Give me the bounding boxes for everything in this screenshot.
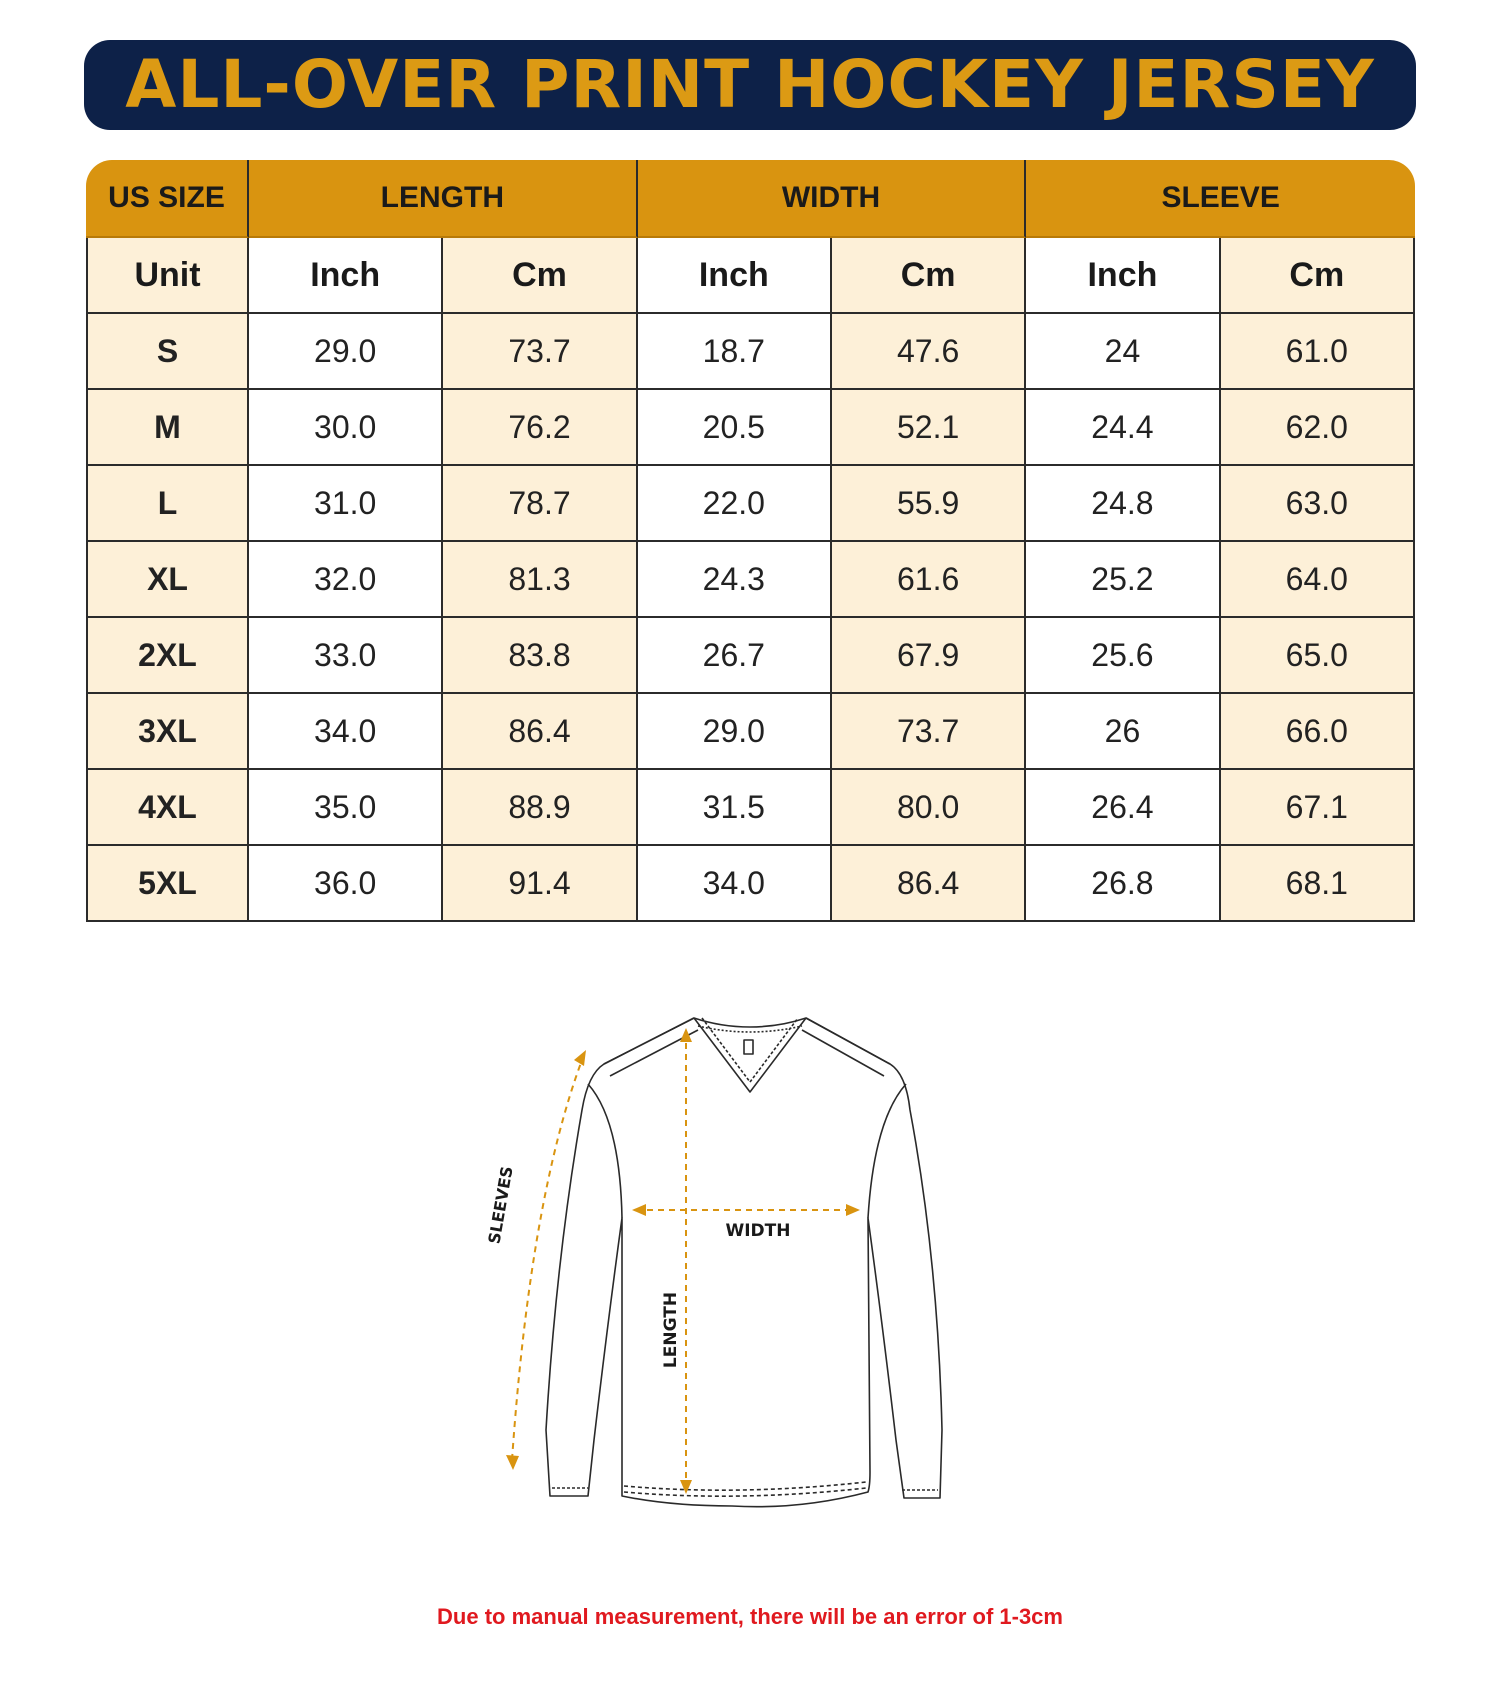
- width-label: WIDTH: [725, 1221, 791, 1241]
- cell-width-cm: 86.4: [832, 846, 1026, 922]
- table-row: [86, 846, 1415, 922]
- size-label-cell: 5XL: [86, 846, 249, 922]
- cell-length-in: 32.0: [249, 542, 443, 618]
- cell-width-in: 34.0: [638, 846, 832, 922]
- header-us-size: US SIZE: [86, 160, 249, 238]
- size-label-cell: S: [86, 314, 249, 390]
- cell-width-cm: 55.9: [832, 466, 1026, 542]
- cell-width-cm: 47.6: [832, 314, 1026, 390]
- cell-length-in: 31.0: [249, 466, 443, 542]
- measurement-note: Due to manual measurement, there will be an error of 1-3cm: [437, 1604, 1063, 1629]
- size-label-cell: 2XL: [86, 618, 249, 694]
- size-label-cell: 3XL: [86, 694, 249, 770]
- cell-width-cm: 80.0: [832, 770, 1026, 846]
- measure-arrows: [512, 1032, 854, 1490]
- unit-width-cm: Cm: [832, 238, 1026, 314]
- cell-length-cm: 73.7: [443, 314, 637, 390]
- unit-sleeve-cm: Cm: [1221, 238, 1415, 314]
- cell-length-cm: 86.4: [443, 694, 637, 770]
- cell-width-cm: 67.9: [832, 618, 1026, 694]
- cell-width-in: 31.5: [638, 770, 832, 846]
- cell-sleeve-in: 24: [1026, 314, 1220, 390]
- table-row: [86, 466, 1415, 542]
- unit-label: Unit: [86, 238, 249, 314]
- cell-length-in: 33.0: [249, 618, 443, 694]
- size-label-cell: M: [86, 390, 249, 466]
- cell-width-cm: 73.7: [832, 694, 1026, 770]
- cell-width-cm: 52.1: [832, 390, 1026, 466]
- unit-header-row: [86, 238, 1415, 314]
- cell-length-in: 35.0: [249, 770, 443, 846]
- cell-sleeve-cm: 61.0: [1221, 314, 1415, 390]
- unit-length-inch: Inch: [249, 238, 443, 314]
- jersey-outline-icon: [546, 1018, 942, 1507]
- length-label: LENGTH: [661, 1291, 681, 1369]
- size-label-cell: 4XL: [86, 770, 249, 846]
- cell-length-in: 34.0: [249, 694, 443, 770]
- size-chart-table: [86, 160, 1415, 922]
- unit-length-cm: Cm: [443, 238, 637, 314]
- sleeves-label: SLEEVES: [484, 1164, 517, 1246]
- cell-length-cm: 83.8: [443, 618, 637, 694]
- size-label-cell: L: [86, 466, 249, 542]
- unit-width-inch: Inch: [638, 238, 832, 314]
- table-row: [86, 390, 1415, 466]
- cell-length-cm: 76.2: [443, 390, 637, 466]
- cell-length-cm: 91.4: [443, 846, 637, 922]
- cell-length-in: 29.0: [249, 314, 443, 390]
- table-row: [86, 618, 1415, 694]
- cell-sleeve-cm: 67.1: [1221, 770, 1415, 846]
- size-label-cell: XL: [86, 542, 249, 618]
- cell-width-in: 29.0: [638, 694, 832, 770]
- cell-sleeve-in: 25.6: [1026, 618, 1220, 694]
- cell-sleeve-cm: 64.0: [1221, 542, 1415, 618]
- arrow-heads: [506, 1028, 860, 1494]
- cell-sleeve-in: 26: [1026, 694, 1220, 770]
- cell-length-in: 30.0: [249, 390, 443, 466]
- cell-sleeve-cm: 66.0: [1221, 694, 1415, 770]
- jersey-diagram: [470, 1000, 1000, 1560]
- cell-length-cm: 88.9: [443, 770, 637, 846]
- table-row: [86, 542, 1415, 618]
- cell-sleeve-in: 26.8: [1026, 846, 1220, 922]
- cell-width-in: 24.3: [638, 542, 832, 618]
- header-length: LENGTH: [249, 160, 638, 238]
- cell-length-cm: 81.3: [443, 542, 637, 618]
- cell-width-in: 26.7: [638, 618, 832, 694]
- header-sleeve: SLEEVE: [1026, 160, 1415, 238]
- cell-width-in: 18.7: [638, 314, 832, 390]
- cell-sleeve-cm: 68.1: [1221, 846, 1415, 922]
- cell-length-cm: 78.7: [443, 466, 637, 542]
- unit-sleeve-inch: Inch: [1026, 238, 1220, 314]
- cell-sleeve-cm: 65.0: [1221, 618, 1415, 694]
- header-width: WIDTH: [638, 160, 1027, 238]
- page-title: ALL-OVER PRINT HOCKEY JERSEY: [125, 46, 1375, 123]
- cell-sleeve-cm: 62.0: [1221, 390, 1415, 466]
- table-row: [86, 314, 1415, 390]
- table-row: [86, 770, 1415, 846]
- cell-width-in: 22.0: [638, 466, 832, 542]
- group-header-row: [86, 160, 1415, 238]
- cell-width-cm: 61.6: [832, 542, 1026, 618]
- table-row: [86, 694, 1415, 770]
- cell-length-in: 36.0: [249, 846, 443, 922]
- cell-width-in: 20.5: [638, 390, 832, 466]
- title-banner: [84, 40, 1416, 130]
- cell-sleeve-in: 26.4: [1026, 770, 1220, 846]
- cell-sleeve-in: 24.4: [1026, 390, 1220, 466]
- cell-sleeve-in: 24.8: [1026, 466, 1220, 542]
- cell-sleeve-in: 25.2: [1026, 542, 1220, 618]
- cell-sleeve-cm: 63.0: [1221, 466, 1415, 542]
